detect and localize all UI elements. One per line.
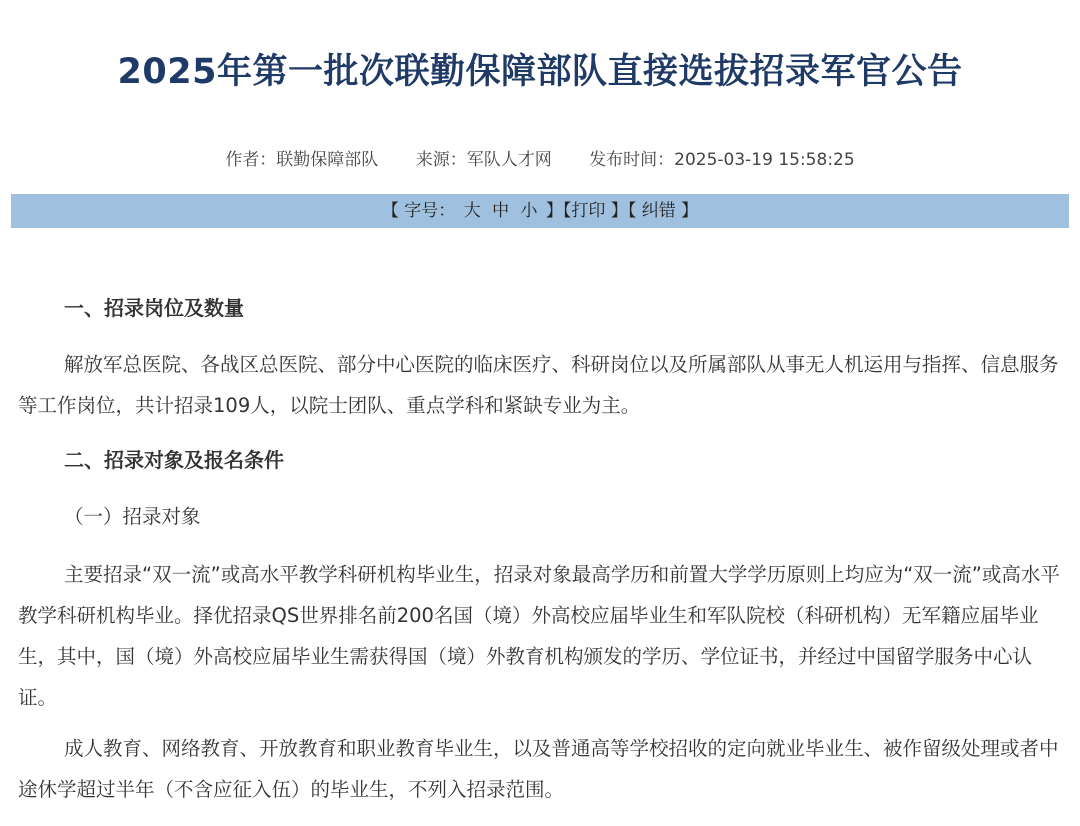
print-button[interactable]: 【打印 】 [562,201,628,221]
font-size-medium-button[interactable]: 中 [492,201,510,221]
correct-error-button[interactable]: 【 纠错 】 [627,201,699,221]
font-size-small-button[interactable]: 小 [520,201,538,221]
section1-heading: 一、招录岗位及数量 [64,296,244,320]
subsection1-heading: （一）招录对象 [64,505,201,528]
font-size-large-button[interactable]: 大 [463,201,481,221]
font-size-bracket: 】 [545,201,563,221]
publish-time: 发布时间：2025-03-19 15:58:25 [589,150,855,170]
font-size-label: 【 字号： [381,201,456,221]
recruit-target-paragraph: 主要招录“双一流”或高水平教学科研机构毕业生，招录对象最高学历和前置大学学历原则上均应为“双一流”或高水平教学科研机构毕业。择优招录QS世界排名前200名国（境）外高校应届毕业生和军队院校（科研机构）无军籍应届毕业生，其中，国（境）外高校应届毕业生需获得国（境）外教育机构颁发的学历、学位证书，并经过中国留学服务中心认证。 [18,563,1060,709]
article-toolbar [11,194,1069,228]
author-label: 作者：联勤保障部队 [225,150,379,170]
section2-heading: 二、招录对象及报名条件 [64,448,284,472]
source-label: 来源：军队人才网 [415,150,552,170]
section1-paragraph: 解放军总医院、各战区总医院、部分中心医院的临床医疗、科研岗位以及所属部队从事无人机运用与指挥、信息服务等工作岗位，共计招录109人，以院士团队、重点学科和紧缺专业为主。 [18,353,1059,417]
exclusion-paragraph: 成人教育、网络教育、开放教育和职业教育毕业生，以及普通高等学校招收的定向就业毕业生、被作留级处理或者中途休学超过半年（不含应征入伍）的毕业生，不列入招录范围。 [18,737,1059,801]
article-title: 2025年第一批次联勤保障部队直接选拔招录军官公告 [117,52,963,92]
article-meta [0,145,1080,170]
